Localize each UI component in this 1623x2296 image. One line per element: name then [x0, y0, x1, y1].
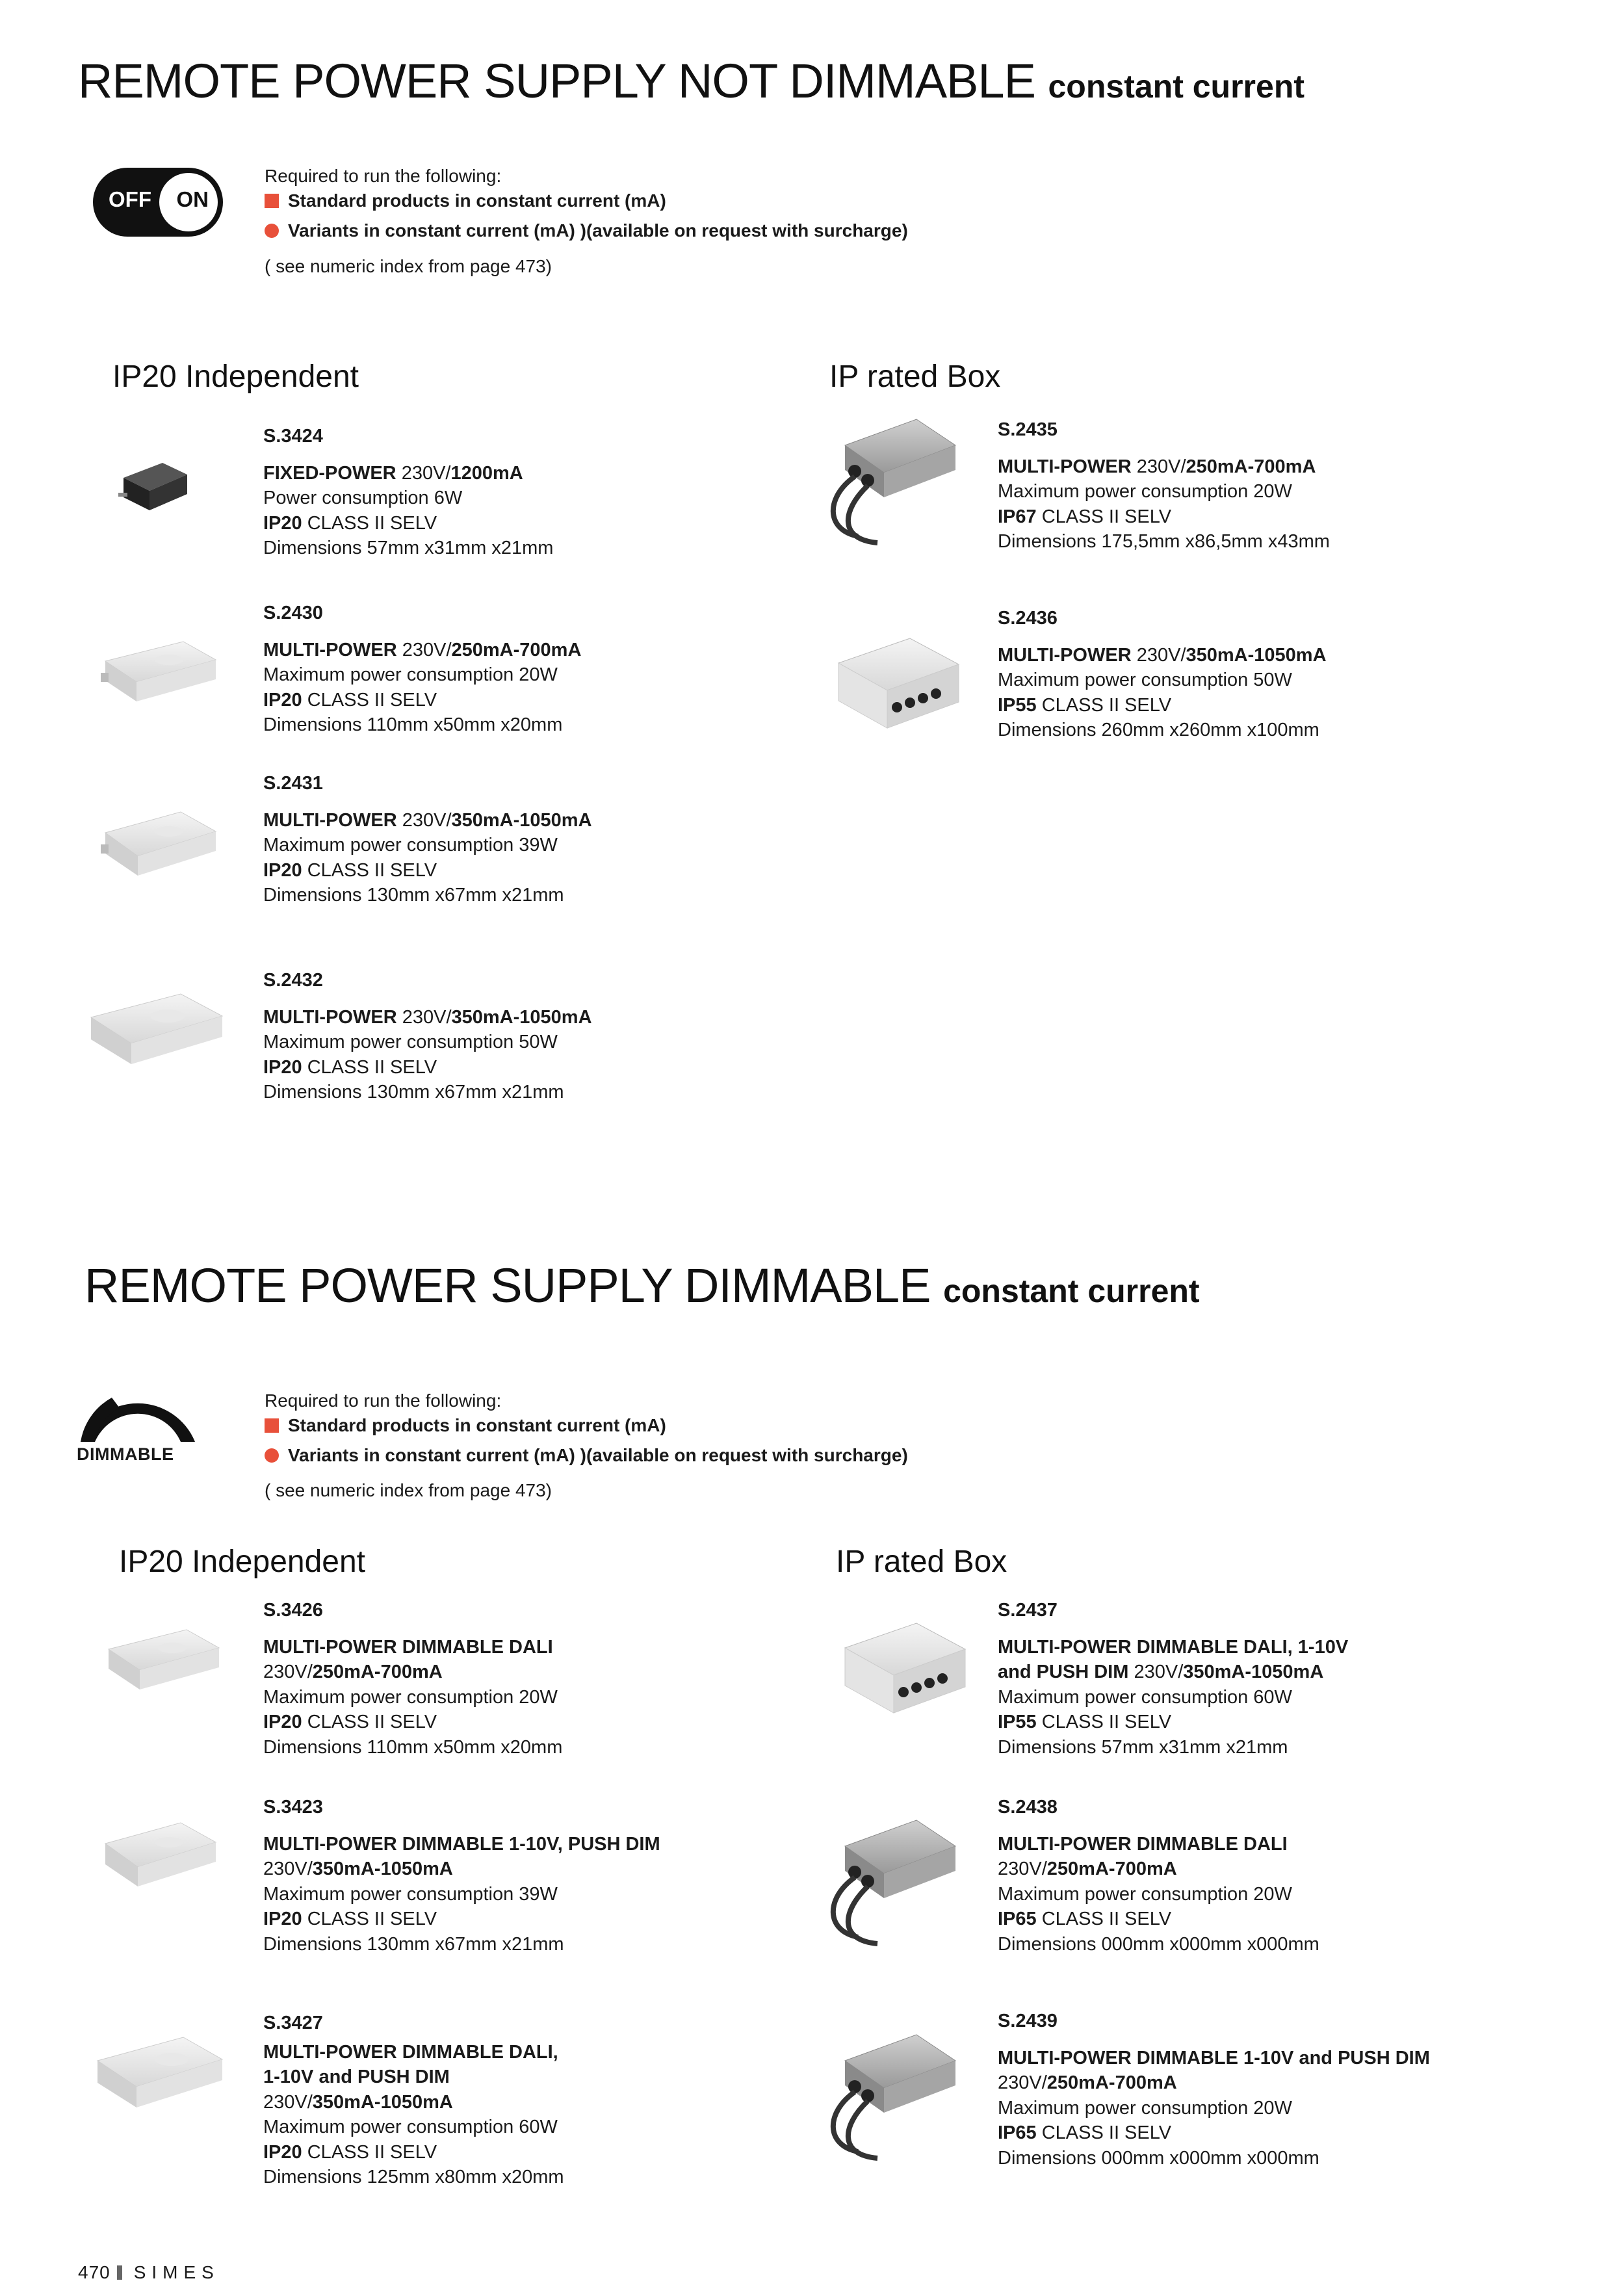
circle-bullet-icon — [265, 1448, 279, 1463]
product-code: S.2437 — [998, 1600, 1058, 1621]
driver-white-image — [91, 2028, 227, 2119]
product-s2439: S.2439 MULTI-POWER DIMMABLE 1-10V and PUSH DIM 230V/250mA-700mA Maximum power consumption 20W IP65 CLASS II SELV Dimensions 000mm x000mm x000mm — [998, 2009, 1430, 2171]
product-s2437: S.2437 MULTI-POWER DIMMABLE DALI, 1-10V and PUSH DIM 230V/350mA-1050mA Maximum power consumption 60W IP55 CLASS II SELV Dimensions 57mm x31mm x21mm — [998, 1598, 1348, 1760]
title-sub: constant current — [1048, 68, 1305, 105]
page-footer — [78, 2262, 220, 2283]
circle-bullet-icon — [265, 224, 279, 238]
section-title-not-dimmable — [78, 53, 1305, 109]
title-main: REMOTE POWER SUPPLY DIMMABLE — [84, 1259, 931, 1312]
product-code: S.2435 — [998, 419, 1058, 440]
box-white-image — [832, 1615, 975, 1726]
box-white-image — [825, 631, 968, 741]
product-code: S.3424 — [263, 426, 323, 447]
driver-white-image — [97, 1814, 221, 1898]
off-on-icon — [93, 168, 223, 237]
col-title-ip20: IP20 Independent — [119, 1545, 366, 1579]
required-std: Standard products in constant current (mA) — [265, 1411, 908, 1441]
required-intro: Required to run the following: — [265, 166, 502, 186]
square-bullet-icon — [265, 194, 279, 208]
product-s3424: S.3424 FIXED-POWER 230V/1200mA Power consumption 6W IP20 CLASS II SELV Dimensions 57mm x31mm x21mm — [263, 424, 553, 561]
col-title-ip-box: IP rated Box — [836, 1545, 1007, 1579]
page-number: 470 — [78, 2262, 110, 2282]
driver-white-image — [97, 634, 221, 712]
col-title-ip-box: IP rated Box — [829, 359, 1001, 394]
dimmable-arc-icon — [73, 1385, 203, 1443]
brand-name: SIMES — [133, 2262, 220, 2282]
product-code: S.2436 — [998, 608, 1058, 629]
title-main: REMOTE POWER SUPPLY NOT DIMMABLE — [78, 54, 1035, 108]
product-s3427: S.3427 MULTI-POWER DIMMABLE DALI, 1-10V and PUSH DIM 230V/350mA-1050mA Maximum power consumption 60W IP20 CLASS II SELV Dimensions 125mm x80mm x20mm — [263, 2011, 564, 2190]
driver-white-image — [97, 803, 221, 887]
see-index: ( see numeric index from page 473) — [265, 256, 552, 276]
required-var: Variants in constant current (mA) )(available on request with surcharge) — [265, 216, 908, 246]
product-code: S.2430 — [263, 603, 323, 623]
product-code: S.2431 — [263, 773, 323, 794]
dimmable-badge-label: DIMMABLE — [77, 1444, 174, 1464]
driver-small-black-image — [117, 455, 195, 520]
section-title-dimmable — [84, 1258, 1200, 1313]
required-std: Standard products in constant current (mA) — [265, 186, 908, 216]
product-s2431: S.2431 MULTI-POWER 230V/350mA-1050mA Maximum power consumption 39W IP20 CLASS II SELV Dimensions 130mm x67mm x21mm — [263, 771, 592, 908]
col-title-ip20: IP20 Independent — [112, 359, 359, 394]
required-intro: Required to run the following: — [265, 1390, 502, 1411]
product-s2432: S.2432 MULTI-POWER 230V/350mA-1050mA Maximum power consumption 50W IP20 CLASS II SELV Dimensions 130mm x67mm x21mm — [263, 968, 592, 1105]
product-code: S.3426 — [263, 1600, 323, 1621]
product-code: S.2438 — [998, 1797, 1058, 1818]
product-s2438: S.2438 MULTI-POWER DIMMABLE DALI 230V/250mA-700mA Maximum power consumption 20W IP65 CLASS II SELV Dimensions 000mm x000mm x000mm — [998, 1795, 1319, 1957]
square-bullet-icon — [265, 1418, 279, 1433]
product-s3423: S.3423 MULTI-POWER DIMMABLE 1-10V, PUSH DIM 230V/350mA-1050mA Maximum power consumption 39W IP20 CLASS II SELV Dimensions 130mm x67mm x21mm — [263, 1795, 660, 1957]
product-code: S.3423 — [263, 1797, 323, 1818]
product-s2430: S.2430 MULTI-POWER 230V/250mA-700mA Maximum power consumption 20W IP20 CLASS II SELV Dimensions 110mm x50mm x20mm — [263, 601, 581, 738]
box-gray-with-cables-image — [819, 400, 968, 549]
see-index: ( see numeric index from page 473) — [265, 1480, 552, 1500]
product-code: S.2439 — [998, 2011, 1058, 2031]
badge-on: ON — [176, 187, 209, 211]
product-s3426: S.3426 MULTI-POWER DIMMABLE DALI 230V/250mA-700mA Maximum power consumption 20W IP20 CLASS II SELV Dimensions 110mm x50mm x20mm — [263, 1598, 562, 1760]
requirements-block — [265, 1386, 908, 1470]
product-s2435: S.2435 MULTI-POWER 230V/250mA-700mA Maximum power consumption 20W IP67 CLASS II SELV Dimensions 175,5mm x86,5mm x43mm — [998, 417, 1330, 554]
box-gray-with-cables-image — [819, 1801, 968, 1950]
required-var: Variants in constant current (mA) )(available on request with surcharge) — [265, 1441, 908, 1470]
driver-white-image — [101, 1622, 224, 1700]
product-code: S.3427 — [263, 2013, 323, 2033]
requirements-block — [265, 161, 908, 246]
product-s2436: S.2436 MULTI-POWER 230V/350mA-1050mA Maximum power consumption 50W IP55 CLASS II SELV Dimensions 260mm x260mm x100mm — [998, 606, 1327, 743]
box-gray-with-cables-image — [819, 2015, 968, 2165]
product-code: S.2432 — [263, 970, 323, 991]
driver-white-image — [84, 985, 227, 1076]
separator-bar — [117, 2265, 122, 2280]
title-sub: constant current — [943, 1273, 1200, 1309]
badge-off: OFF — [109, 187, 151, 211]
